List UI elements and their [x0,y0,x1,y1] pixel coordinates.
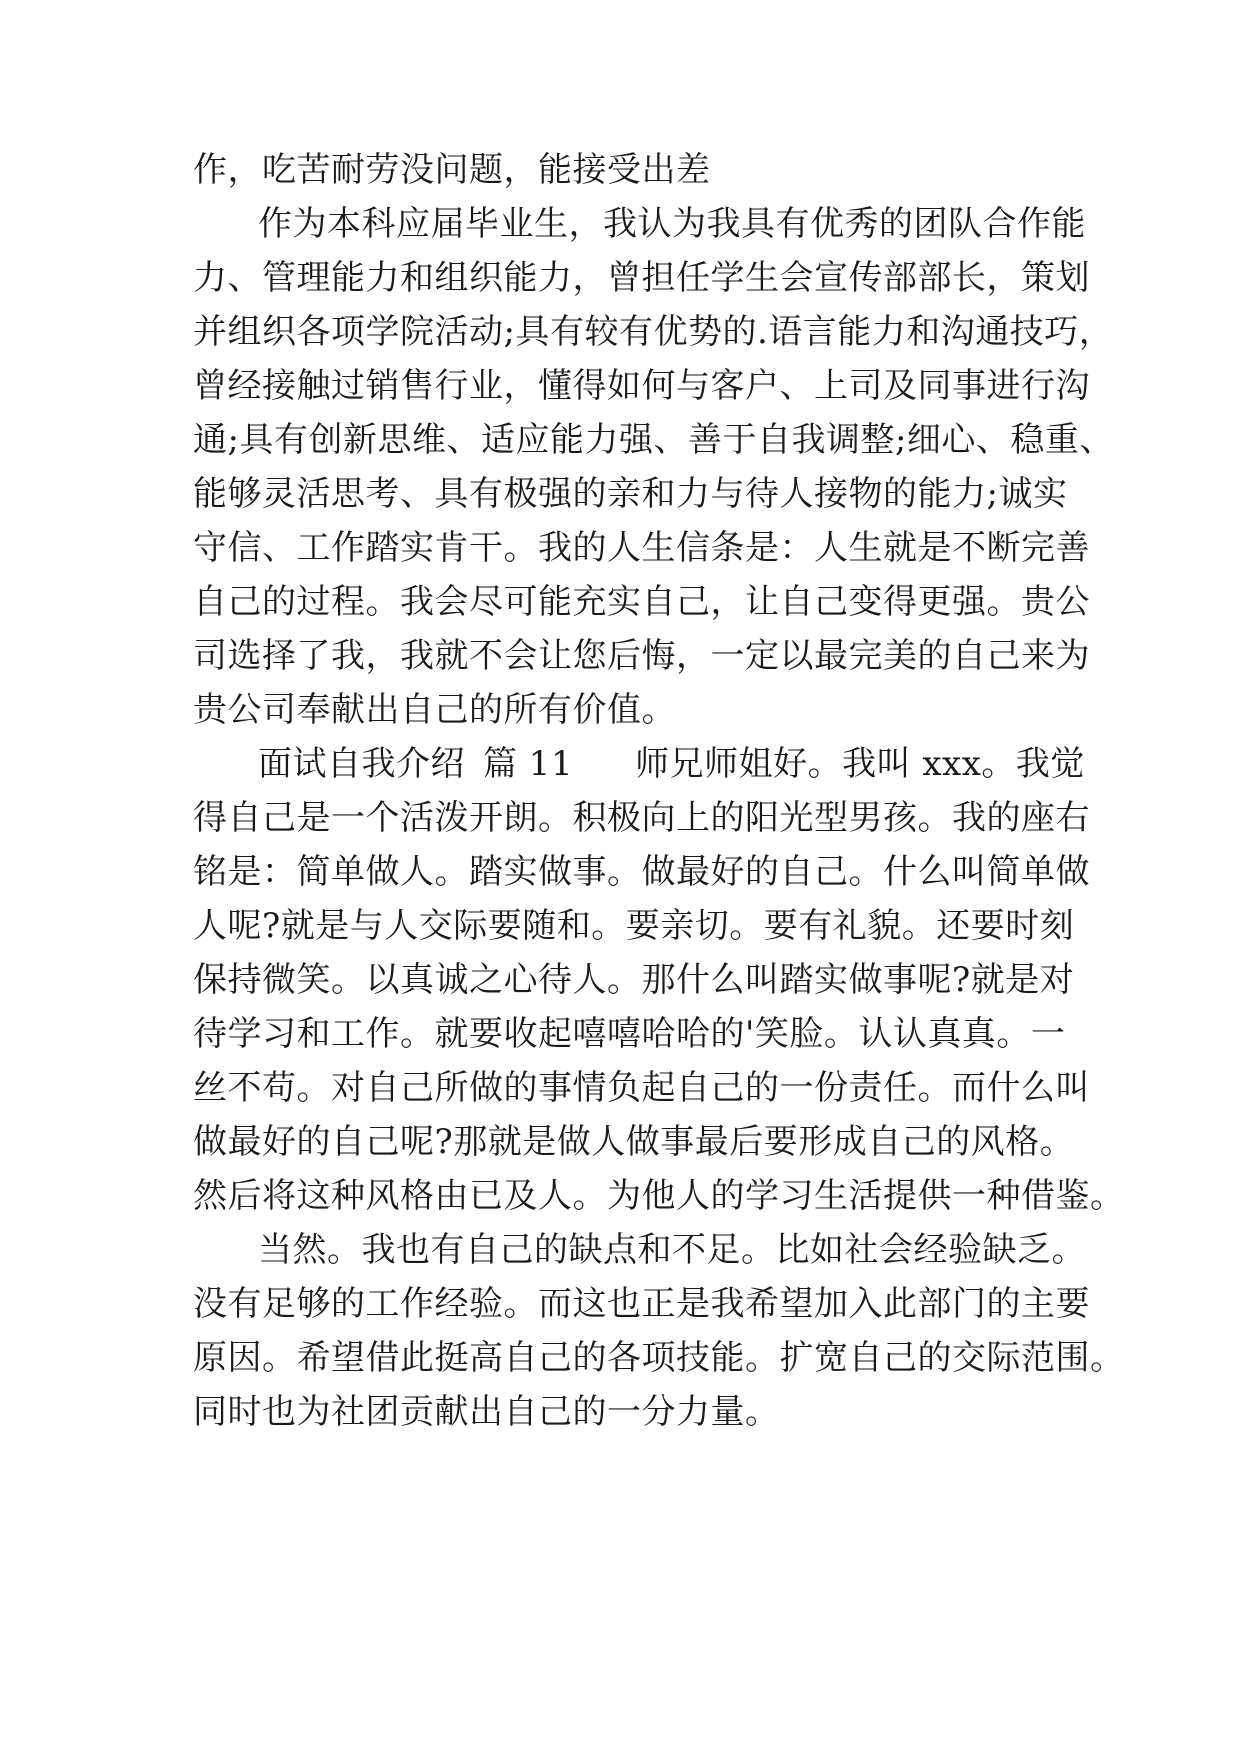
paragraph-line: 待学习和工作。就要收起嘻嘻哈哈的'笑脸。认认真真。一 [193,1014,1066,1054]
paragraph-line: 通;具有创新思维、适应能力强、善于自我调整;细心、稳重、 [193,420,1114,460]
paragraph-line: 同时也为社团贡献出自己的一分力量。 [193,1392,780,1432]
section-number: 篇 11 [483,744,574,784]
paragraph-line: 曾经接触过销售行业，懂得如何与客户、上司及同事进行沟 [193,366,1090,406]
paragraph-line: 然后将这种风格由已及人。为他人的学习生活提供一种借鉴。 [193,1176,1125,1216]
paragraph-line: 司选择了我，我就不会让您后悔，一定以最完美的自己来为 [193,636,1090,676]
section-first-text: 师兄师姐好。我叫 xxx。我觉 [635,744,1085,784]
paragraph-line: 并组织各项学院活动;具有较有优势的.语言能力和沟通技巧， [193,312,1114,352]
paragraph-line: 自己的过程。我会尽可能充实自己，让自己变得更强。贵公 [193,582,1090,622]
paragraph-line: 作，吃苦耐劳没问题，能接受出差 [193,150,711,190]
paragraph-line: 铭是：简单做人。踏实做事。做最好的自己。什么叫简单做 [193,852,1090,892]
paragraph-line: 得自己是一个活泼开朗。积极向上的阳光型男孩。我的座右 [193,798,1090,838]
paragraph-line: 守信、工作踏实肯干。我的人生信条是：人生就是不断完善 [193,528,1090,568]
paragraph-line: 能够灵活思考、具有极强的亲和力与待人接物的能力;诚实 [193,474,1068,514]
paragraph-line: 原因。希望借此挺高自己的各项技能。扩宽自己的交际范围。 [193,1338,1125,1378]
paragraph-line: 丝不苟。对自己所做的事情负起自己的一份责任。而什么叫 [193,1068,1090,1108]
paragraph-line: 当然。我也有自己的缺点和不足。比如社会经验缺乏。 [258,1230,1086,1270]
paragraph-line: 力、管理能力和组织能力，曾担任学生会宣传部部长，策划 [193,258,1090,298]
paragraph-line: 贵公司奉献出自己的所有价值。 [193,690,676,730]
paragraph-line: 人呢?就是与人交际要随和。要亲切。要有礼貌。还要时刻 [193,906,1075,946]
section-heading: 面试自我介绍 [258,744,465,784]
paragraph-line: 没有足够的工作经验。而这也正是我希望加入此部门的主要 [193,1284,1090,1324]
paragraph-line: 做最好的自己呢?那就是做人做事最后要形成自己的风格。 [193,1122,1075,1162]
section-heading-line [258,744,1085,784]
paragraph-line: 作为本科应届毕业生，我认为我具有优秀的团队合作能 [258,204,1086,244]
paragraph-line: 保持微笑。以真诚之心待人。那什么叫踏实做事呢?就是对 [193,960,1075,1000]
